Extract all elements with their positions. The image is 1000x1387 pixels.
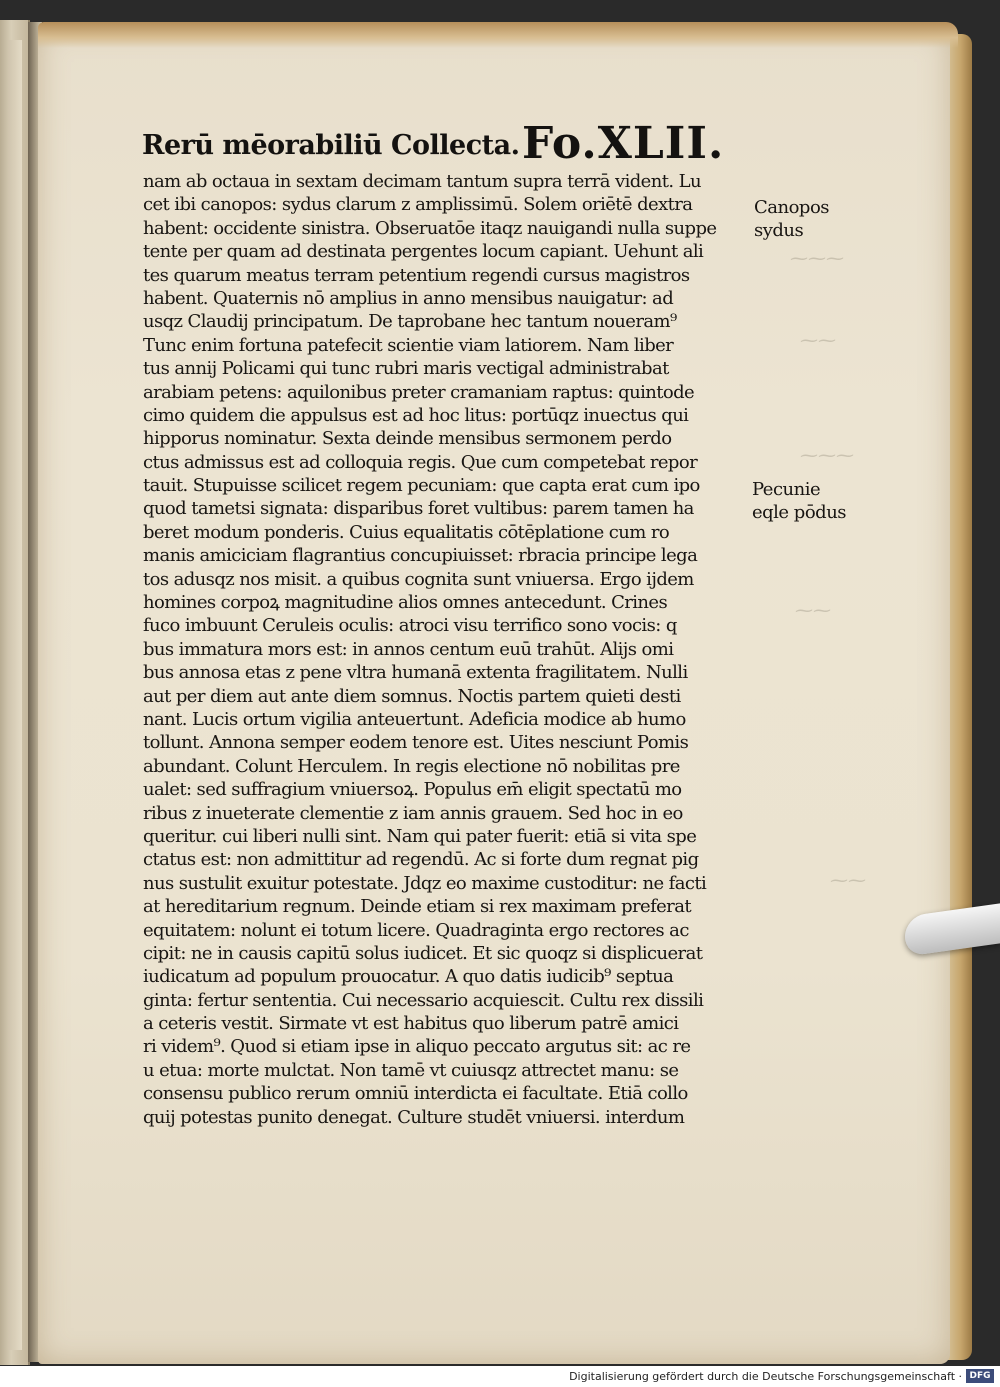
text-line: Tunc enim fortuna patefecit scientie viam latiorem. Nam liber (143, 334, 674, 356)
text-line: iudicatum ad populum prouocatur. A quo datis iudicib⁹ septua (143, 966, 674, 988)
margin-note-pecunie (752, 478, 846, 524)
text-line: ualet: sed suffragium vniuersoꝝ. Populus em̄ eligit spectatū mo (143, 779, 682, 801)
text-line: consensu publico rerum omniū interdicta ei facultate. Etiā collo (143, 1083, 688, 1105)
text-line: a ceteris vestit. Sirmate vt est habitus quo liberum patrē amici (143, 1013, 679, 1035)
text-line: tus annij Policami qui tunc rubri maris vectigal administrabat (143, 358, 669, 380)
margin-note-line: eqle pōdus (752, 502, 847, 523)
text-line: abundant. Colunt Herculem. In regis electione nō nobilitas pre (143, 755, 680, 777)
text-line: ri videm⁹. Quod si etiam ipse in aliquo peccato argutus sit: ac re (143, 1036, 691, 1058)
text-line: ribus z inueterate clementie z iam annis grauem. Sed hoc in eo (143, 802, 683, 824)
bleed-through-mark: ⁓⁓ (830, 870, 866, 891)
page-top-edge (38, 22, 958, 48)
text-line: cipit: ne in causis capitū solus iudicet. Et sic quoqz si displicuerat (143, 942, 703, 964)
text-line: aut per diem aut ante diem somnus. Noctis partem quieti desti (143, 685, 681, 707)
text-line: tauit. Stupuisse scilicet regem pecuniam: que capta erat cum ipo (143, 475, 700, 497)
text-line: ctus admissus est ad colloquia regis. Que cum competebat repor (143, 451, 698, 473)
bleed-through-mark: ⁓⁓⁓ (800, 445, 854, 466)
bleed-through-mark: ⁓⁓⁓ (790, 248, 844, 269)
running-header (142, 118, 742, 174)
text-line: fuco imbuunt Ceruleis oculis: atroci visu terrifico sono vocis: q (143, 615, 677, 637)
text-line: hipporus nominatur. Sexta deinde mensibus sermonem perdo (143, 428, 672, 450)
text-line: nant. Lucis ortum vigilia anteuertunt. Adeficia modice ab humo (143, 708, 686, 730)
text-line: bus immatura mors est: in annos centum euū trahūt. Alijs omi (143, 638, 674, 660)
text-line: manis amiciciam flagrantius concupiuisset: rbracia principe lega (143, 545, 698, 567)
text-line: usqz Claudij principatum. De taprobane hec tantum noueram⁹ (143, 311, 677, 333)
footer-credit: Digitalisierung gefördert durch die Deutsche Forschungsgemeinschaft · (569, 1370, 962, 1383)
body-text-block (143, 170, 743, 1129)
running-title: Rerū mēorabiliū Collecta. (142, 130, 520, 161)
text-line: bus annosa etas z pene vltra humanā extenta fragilitatem. Nulli (143, 662, 688, 684)
dfg-logo: DFG (966, 1369, 994, 1383)
margin-note-canopos (754, 196, 829, 242)
text-line: beret modum ponderis. Cuius equalitatis cōtēplatione cum ro (143, 521, 670, 543)
text-line: arabiam petens: aquilonibus preter cramaniam raptus: quintode (143, 381, 695, 403)
text-line: at hereditarium regnum. Deinde etiam si rex maximam preferat (143, 896, 691, 918)
text-line: quod tametsi signata: disparibus foret vultibus: parem tamen ha (143, 498, 694, 520)
text-line: cimo quidem die appulsus est ad hoc litus: portūqz inuectus qui (143, 404, 689, 426)
text-line: quij potestas punito denegat. Culture studēt vniuersi. interdum (143, 1106, 685, 1128)
text-line: nam ab octaua in sextam decimam tantum supra terrā vident. Lu (143, 171, 701, 192)
margin-note-line: Pecunie (752, 479, 821, 500)
bleed-through-mark: ⁓⁓ (800, 330, 836, 351)
left-page-edge-inner (8, 40, 22, 1350)
text-line: queritur. cui liberi nulli sint. Nam qui pater fuerit: etiā si vita spe (143, 825, 697, 847)
text-line: habent. Quaternis nō amplius in anno mensibus nauigatur: ad (143, 287, 674, 309)
text-line: cet ibi canopos: sydus clarum z amplissimū. Solem oriētē dextra (143, 194, 693, 216)
text-line: tollunt. Annona semper eodem tenore est. Uites nesciunt Pomis (143, 732, 689, 754)
text-line: equitatem: nolunt ei totum licere. Quadraginta ergo rectores ac (143, 919, 689, 941)
text-line: tos adusqz nos misit. a quibus cognita sunt vniuersa. Ergo ijdem (143, 568, 694, 590)
text-line: u etua: morte mulctat. Non tamē vt cuiusqz attrectet manu: se (143, 1059, 679, 1081)
margin-note-line: sydus (754, 220, 804, 241)
text-line: tente per quam ad destinata pergentes locum capiant. Uehunt ali (143, 241, 704, 263)
text-line: ginta: fertur sententia. Cui necessario acquiescit. Cultu rex dissili (143, 989, 704, 1011)
text-line: tes quarum meatus terram petentium regendi cursus magistros (143, 264, 690, 286)
text-line: nus sustulit exuitur potestate. Jdqz eo maxime custoditur: ne facti (143, 872, 707, 894)
text-line: habent: occidente sinistra. Obseruatōe itaqz nauigandi nulla suppe (143, 217, 717, 239)
bleed-through-mark: ⁓⁓ (795, 600, 831, 621)
text-line: ctatus est: non admittitur ad regendū. Ac si forte dum regnat pig (143, 849, 699, 871)
margin-note-line: Canopos (754, 197, 830, 218)
folio-number: Fo.XLII. (522, 118, 725, 169)
text-line: homines corpoꝝ magnitudine alios omnes antecedunt. Crines (143, 592, 668, 614)
